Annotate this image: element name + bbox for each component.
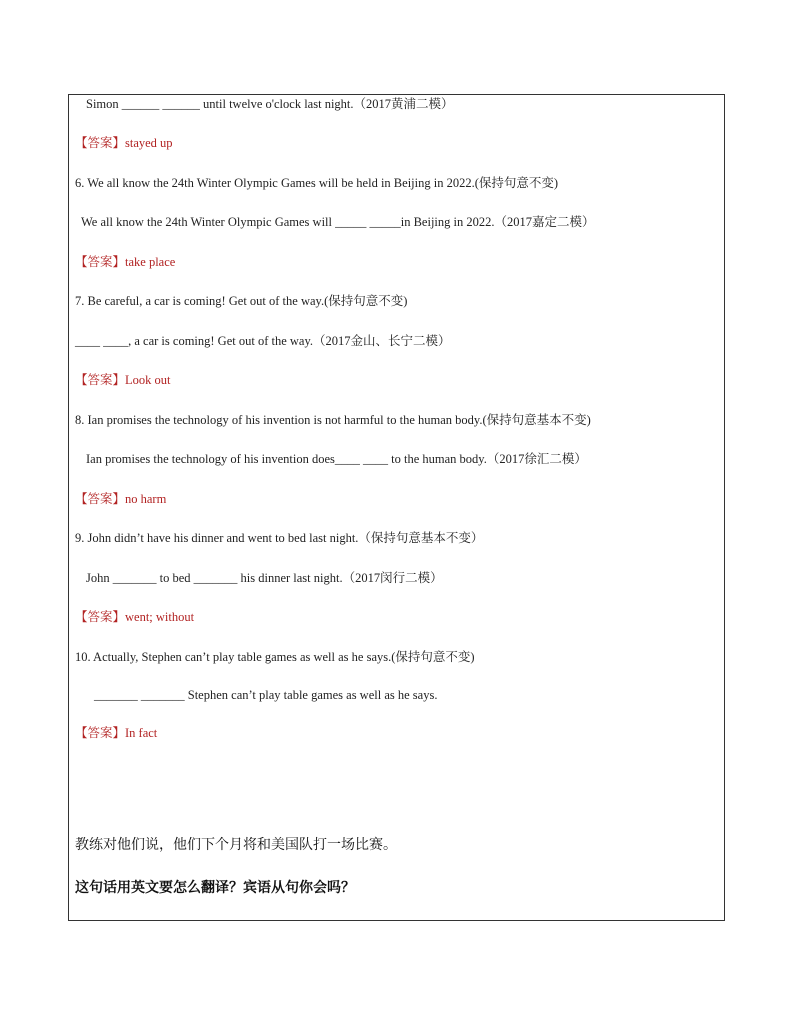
chinese-sentence: 教练对他们说，他们下个月将和美国队打一场比赛。: [75, 837, 397, 853]
question-10: 10. Actually, Stephen can’t play table games as well as he says.(保持句意不变): [75, 650, 475, 664]
answer-6: 【答案】take place: [75, 255, 176, 269]
rewrite-line-8: Ian promises the technology of his invention does____ ____ to the human body.（2017徐汇二模）: [86, 452, 587, 466]
question-6: 6. We all know the 24th Winter Olympic Games will be held in Beijing in 2022.(保持句意不变): [75, 176, 559, 190]
rewrite-line-7: ____ ____, a car is coming! Get out of the way.（2017金山、长宁二模）: [75, 334, 451, 348]
answer-7: 【答案】Look out: [75, 373, 171, 387]
rewrite-line-9: John _______ to bed _______ his dinner last night.（2017闵行二模）: [86, 571, 443, 585]
answer-9: 【答案】went; without: [75, 610, 195, 624]
answer-5: 【答案】stayed up: [75, 136, 173, 150]
rewrite-line-10: _______ _______ Stephen can’t play table games as well as he says.: [94, 688, 438, 702]
question-9: 9. John didn’t have his dinner and went to bed last night.（保持句意基本不变）: [75, 531, 484, 545]
translation-question: 这句话用英文要怎么翻译？宾语从句你会吗？: [75, 880, 355, 896]
answer-10: 【答案】In fact: [75, 726, 158, 740]
answer-8: 【答案】no harm: [75, 492, 167, 506]
rewrite-line-5: Simon ______ ______ until twelve o'clock last night.（2017黄浦二模）: [86, 97, 454, 111]
question-7: 7. Be careful, a car is coming! Get out of the way.(保持句意不变): [75, 294, 408, 308]
question-8: 8. Ian promises the technology of his invention is not harmful to the human body.(保持句意基本不变): [75, 413, 591, 427]
rewrite-line-6: We all know the 24th Winter Olympic Games will _____ _____in Beijing in 2022.（2017嘉定二模）: [81, 215, 595, 229]
